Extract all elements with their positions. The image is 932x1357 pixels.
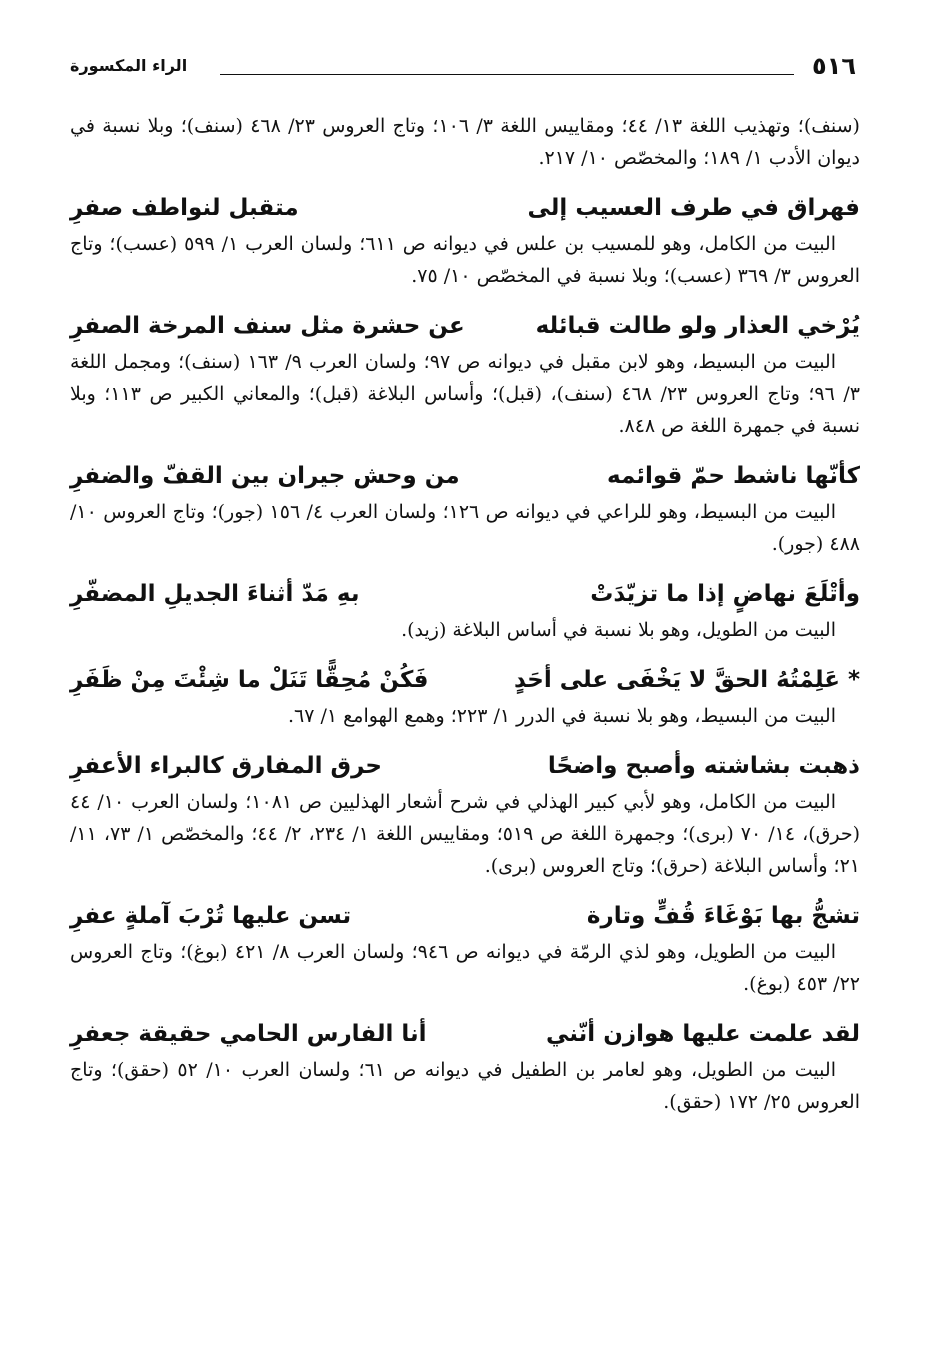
verse-source-note: البيت من الكامل، وهو لأبي كبير الهذلي في شرح أشعار الهذليين ص ١٠٨١؛ ولسان العرب ١٠/ ٤٤ (حرق)، ١٤/ ٧٠ (برى)؛ وجمهرة اللغة ص ٥١٩؛ ومقاييس اللغة ١/ ٢٣٤، ٢/ ٤٤؛ والمخصّص ١/ ٧٣، ١١/ ٢١؛ وأساس البلاغة (حرق)؛ وتاج العروس (برى).: [70, 791, 861, 877]
verse-second-hemistich: تسن عليها تُرْبَ آملةٍ عفرِ: [70, 903, 352, 929]
verse-source-note: البيت من الطويل، وهو لعامر بن الطفيل في ديوانه ص ٦١؛ ولسان العرب ١٠/ ٥٢ (حقق)؛ وتاج العروس ٢٥/ ١٧٢ (حقق).: [70, 1059, 860, 1113]
verse-entry-6: [70, 746, 860, 882]
verse-source-note: البيت من الكامل، وهو للمسيب بن علس في ديوانه ص ٦١١؛ ولسان العرب ١/ ٥٩٩ (عسب)؛ وتاج العروس ٣/ ٣٦٩ (عسب)؛ وبلا نسبة في المخصّص ١٠/ ٧٥.: [70, 233, 860, 287]
verse-entry-7: [70, 896, 860, 1000]
verse-source-note: البيت من الطويل، وهو لذي الرمّة في ديوانه ص ٩٤٦؛ ولسان العرب ٨/ ٤٢١ (بوغ)؛ وتاج العروس ٢٢/ ٤٥٣ (بوغ).: [70, 941, 860, 995]
verse-source-note: البيت من البسيط، وهو للراعي في ديوانه ص ١٢٦؛ ولسان العرب ٤/ ١٥٦ (جور)؛ وتاج العروس ١٠/ ٤٨٨ (جور).: [70, 501, 860, 555]
verse-first-hemistich: فهراق في طرف العسيب إلى: [527, 195, 860, 221]
verse-first-hemistich: لقد علمت عليها هوازن أنّني: [546, 1021, 860, 1047]
verse-first-hemistich: يُرْخي العذار ولو طالت قبائله: [535, 313, 860, 339]
verse-first-hemistich: كأنّها ناشط حمّ قوائمه: [607, 463, 860, 489]
verse-second-hemistich: من وحش جيران بين القفّ والضفرِ: [70, 463, 460, 489]
verse-first-hemistich: وأتْلَعَ نهاضٍ إذا ما تزيّدَتْ: [590, 581, 860, 607]
verse-entry-4: [70, 574, 860, 646]
verse-entry-1: [70, 188, 860, 292]
verse-source-note: البيت من البسيط، وهو لابن مقبل في ديوانه ص ٩٧؛ ولسان العرب ٩/ ١٦٣ (سنف)؛ ومجمل اللغة ٣/ ٩٦؛ وتاج العروس ٢٣/ ٤٦٨ (سنف)، (قبل)؛ وأساس البلاغة (قبل)؛ والمعاني الكبير ص ١١٣؛ وبلا نسبة في جمهرة اللغة ص ٨٤٨.: [70, 351, 860, 437]
verse-line: [70, 456, 860, 496]
document-page: [70, 50, 860, 1118]
verse-line: [70, 188, 860, 228]
verse-second-hemistich: بهِ مَدّ أثناءَ الجديلِ المضفّرِ: [70, 581, 360, 607]
verse-first-hemistich: * عَلِمْتُهُ الحقَّ لا يَخْفَى على أحَدٍ: [513, 667, 860, 693]
verse-second-hemistich: متقبل لنواطف صفرِ: [70, 195, 299, 221]
intro-paragraph: (سنف)؛ وتهذيب اللغة ١٣/ ٤٤؛ ومقاييس اللغة ٣/ ١٠٦؛ وتاج العروس ٢٣/ ٤٦٨ (سنف)؛ وبلا نسبة في ديوان الأدب ١/ ١٨٩؛ والمخصّص ١٠/ ٢١٧.: [70, 115, 860, 169]
verse-first-hemistich: ذهبت بشاشته وأصبح واضحًا: [547, 753, 860, 779]
verse-line: [70, 574, 860, 614]
verse-second-hemistich: فَكُنْ مُحِقًّا تَنَلْ ما شِئْتَ مِنْ ظَفَرِ: [70, 667, 429, 693]
header-rule: [220, 74, 794, 75]
verse-entry-8: [70, 1014, 860, 1118]
page-header: [70, 50, 860, 84]
page-number: ٥١٦: [812, 52, 856, 80]
verse-source-note: البيت من البسيط، وهو بلا نسبة في الدرر ١/ ٢٢٣؛ وهمع الهوامع ١/ ٦٧.: [287, 705, 836, 727]
verse-source-note: البيت من الطويل، وهو بلا نسبة في أساس البلاغة (زيد).: [401, 619, 836, 641]
verse-second-hemistich: أنا الفارس الحامي حقيقة جعفرِ: [70, 1021, 427, 1047]
verse-line: [70, 1014, 860, 1054]
verse-line: [70, 660, 860, 700]
verse-line: [70, 306, 860, 346]
running-title: الراء المكسورة: [70, 56, 188, 75]
verse-line: [70, 746, 860, 786]
verse-entry-3: [70, 456, 860, 560]
verse-entry-5: [70, 660, 860, 732]
verse-entry-2: [70, 306, 860, 442]
verse-second-hemistich: عن حشرة مثل سنف المرخة الصفرِ: [70, 313, 465, 339]
verse-first-hemistich: تشجُّ بها بَوْغَاءَ قُفٍّ وتارة: [586, 903, 860, 929]
verse-line: [70, 896, 860, 936]
verse-second-hemistich: حرق المفارق كالبراء الأعفرِ: [70, 753, 382, 779]
